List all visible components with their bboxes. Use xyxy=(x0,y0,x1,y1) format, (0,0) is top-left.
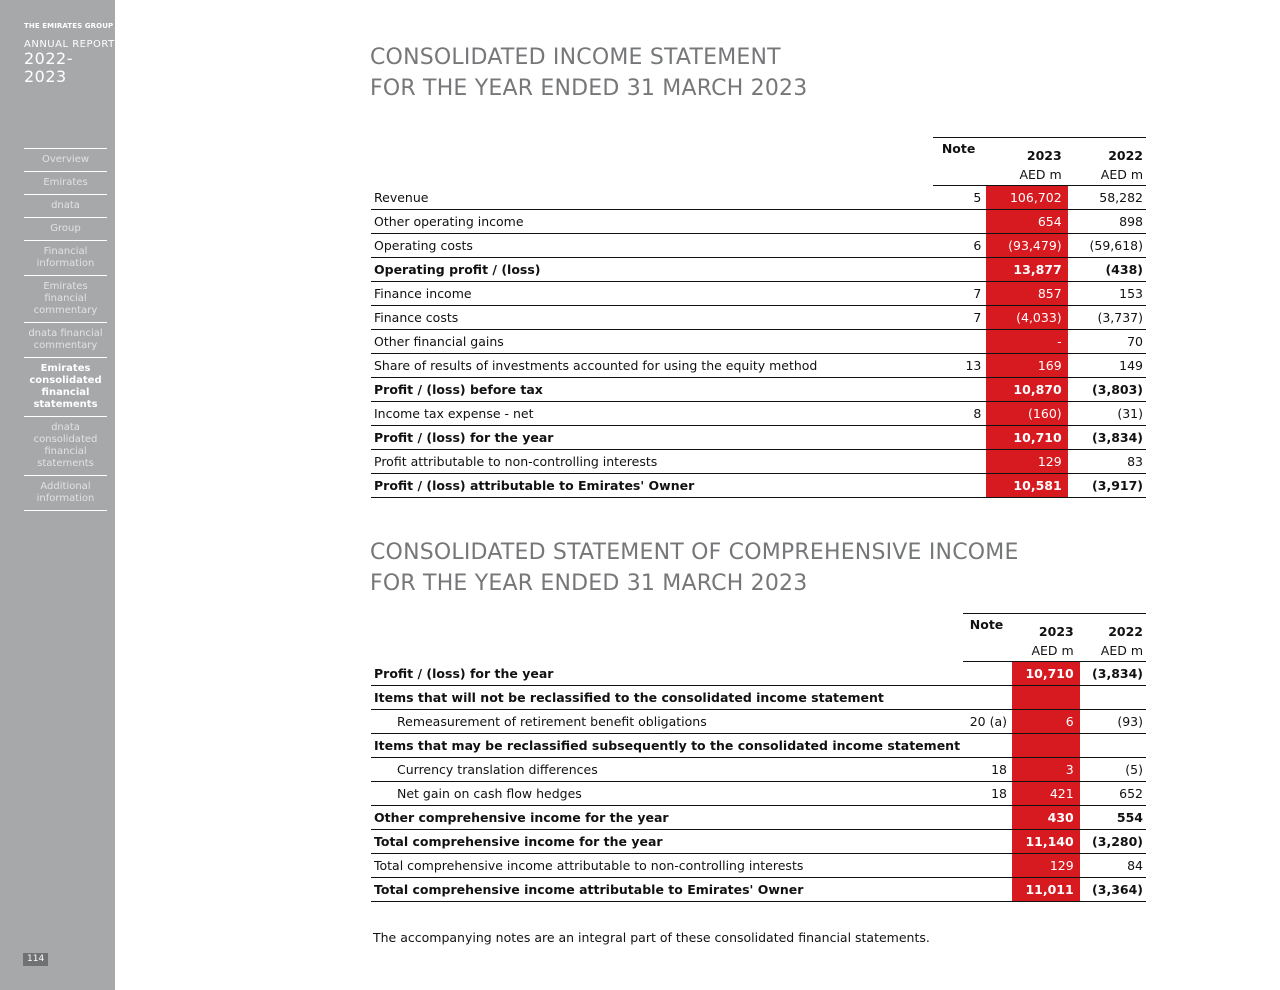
row-value-2022: (59,618) xyxy=(1068,234,1146,258)
row-note xyxy=(963,662,1012,686)
current-year-header: 2023 xyxy=(1012,614,1080,640)
table-row xyxy=(371,210,1146,234)
row-note: 18 xyxy=(963,782,1012,806)
row-note: 7 xyxy=(933,282,987,306)
comprehensive-income-title-line1: CONSOLIDATED STATEMENT OF COMPREHENSIVE INCOME xyxy=(370,540,1019,565)
table-row xyxy=(371,474,1146,498)
row-value-2023: 10,581 xyxy=(986,474,1067,498)
row-value-2023: 10,710 xyxy=(986,426,1067,450)
row-label: Profit / (loss) for the year xyxy=(371,662,963,686)
row-label: Other operating income xyxy=(371,210,933,234)
table-row xyxy=(371,282,1146,306)
row-note: 20 (a) xyxy=(963,710,1012,734)
income-statement-table xyxy=(371,137,1146,498)
row-note xyxy=(933,426,987,450)
row-note xyxy=(963,878,1012,902)
table-row xyxy=(371,734,1146,758)
table-header-row xyxy=(371,138,1146,164)
brand-report-year: 2022-2023 xyxy=(24,49,73,86)
row-value-2023: 3 xyxy=(1012,758,1080,782)
footnote: The accompanying notes are an integral part of these consolidated financial statements. xyxy=(373,930,930,945)
row-label: Income tax expense - net xyxy=(371,402,933,426)
row-note: 8 xyxy=(933,402,987,426)
row-value-2022: (93) xyxy=(1080,710,1146,734)
comprehensive-income-title xyxy=(370,537,1019,599)
current-year-unit: AED m xyxy=(1012,639,1080,662)
row-note xyxy=(963,854,1012,878)
row-label: Operating profit / (loss) xyxy=(371,258,933,282)
table-row xyxy=(371,854,1146,878)
row-value-2023: 11,140 xyxy=(1012,830,1080,854)
comprehensive-income-table xyxy=(371,613,1146,902)
table-header-row xyxy=(371,614,1146,640)
row-value-2022: 898 xyxy=(1068,210,1146,234)
row-note xyxy=(963,830,1012,854)
row-value-2023: 11,011 xyxy=(1012,878,1080,902)
row-note: 13 xyxy=(933,354,987,378)
row-label: Profit attributable to non-controlling interests xyxy=(371,450,933,474)
row-value-2022: (3,803) xyxy=(1068,378,1146,402)
row-value-2022: 58,282 xyxy=(1068,186,1146,210)
row-value-2022: (3,917) xyxy=(1068,474,1146,498)
page-number: 114 xyxy=(23,953,48,966)
row-label: Revenue xyxy=(371,186,933,210)
row-label: Share of results of investments accounted for using the equity method xyxy=(371,354,933,378)
nav-item-group[interactable]: Group xyxy=(24,218,107,241)
row-label: Finance costs xyxy=(371,306,933,330)
row-note xyxy=(933,474,987,498)
row-value-2022 xyxy=(1080,686,1146,710)
row-note: 18 xyxy=(963,758,1012,782)
table-row xyxy=(371,258,1146,282)
nav-item-dnata-consolidated-statements[interactable]: dnata consolidated financial statements xyxy=(24,417,107,476)
brand-block xyxy=(24,22,115,86)
prior-year-header: 2022 xyxy=(1068,138,1146,164)
row-value-2023 xyxy=(1012,734,1080,758)
table-row xyxy=(371,830,1146,854)
row-label: Other financial gains xyxy=(371,330,933,354)
current-year-unit: AED m xyxy=(986,163,1067,186)
table-row xyxy=(371,782,1146,806)
table-row xyxy=(371,710,1146,734)
row-value-2022: (3,364) xyxy=(1080,878,1146,902)
row-value-2022: (5) xyxy=(1080,758,1146,782)
row-value-2022: 70 xyxy=(1068,330,1146,354)
row-label: Remeasurement of retirement benefit obligations xyxy=(371,710,963,734)
row-label: Operating costs xyxy=(371,234,933,258)
row-note xyxy=(933,258,987,282)
row-note xyxy=(963,734,1012,758)
row-note xyxy=(933,378,987,402)
table-row xyxy=(371,306,1146,330)
row-value-2023: 654 xyxy=(986,210,1067,234)
note-column-header: Note xyxy=(963,614,1012,640)
row-value-2022: 149 xyxy=(1068,354,1146,378)
row-value-2022: (31) xyxy=(1068,402,1146,426)
row-value-2023: 106,702 xyxy=(986,186,1067,210)
table-row xyxy=(371,330,1146,354)
income-statement-title-line2: FOR THE YEAR ENDED 31 MARCH 2023 xyxy=(370,76,808,101)
row-value-2023: 421 xyxy=(1012,782,1080,806)
row-note xyxy=(963,806,1012,830)
row-label: Items that will not be reclassified to the consolidated income statement xyxy=(371,686,963,710)
table-row xyxy=(371,878,1146,902)
table-row xyxy=(371,354,1146,378)
row-note: 7 xyxy=(933,306,987,330)
row-value-2023: 13,877 xyxy=(986,258,1067,282)
row-label: Profit / (loss) attributable to Emirates' Owner xyxy=(371,474,933,498)
sidebar xyxy=(0,0,115,990)
table-row xyxy=(371,806,1146,830)
note-column-header: Note xyxy=(933,138,987,164)
row-value-2022 xyxy=(1080,734,1146,758)
row-value-2022: (3,280) xyxy=(1080,830,1146,854)
row-value-2023: (93,479) xyxy=(986,234,1067,258)
income-statement-title-line1: CONSOLIDATED INCOME STATEMENT xyxy=(370,45,781,70)
row-value-2023: (4,033) xyxy=(986,306,1067,330)
row-value-2022: 84 xyxy=(1080,854,1146,878)
row-value-2023: 430 xyxy=(1012,806,1080,830)
row-note xyxy=(933,330,987,354)
nav-item-financial-information[interactable]: Financial information xyxy=(24,241,107,276)
table-row xyxy=(371,234,1146,258)
table-row xyxy=(371,402,1146,426)
table-unit-row xyxy=(371,163,1146,186)
row-label: Total comprehensive income attributable to Emirates' Owner xyxy=(371,878,963,902)
table-row xyxy=(371,450,1146,474)
row-value-2023: 10,710 xyxy=(1012,662,1080,686)
nav-item-emirates-consolidated-statements[interactable]: Emirates consolidated financial statements xyxy=(24,358,107,417)
income-statement-title xyxy=(370,42,807,104)
row-value-2023: 6 xyxy=(1012,710,1080,734)
current-year-header: 2023 xyxy=(986,138,1067,164)
row-value-2022: 554 xyxy=(1080,806,1146,830)
row-note xyxy=(963,686,1012,710)
row-value-2023: - xyxy=(986,330,1067,354)
nav-item-dnata[interactable]: dnata xyxy=(24,195,107,218)
row-label: Currency translation differences xyxy=(371,758,963,782)
row-label: Finance income xyxy=(371,282,933,306)
row-value-2023: 129 xyxy=(1012,854,1080,878)
row-value-2023: (160) xyxy=(986,402,1067,426)
row-value-2022: 652 xyxy=(1080,782,1146,806)
row-value-2023: 10,870 xyxy=(986,378,1067,402)
row-label: Net gain on cash flow hedges xyxy=(371,782,963,806)
brand-report-label: ANNUAL REPORT xyxy=(24,39,115,50)
row-value-2022: (3,834) xyxy=(1080,662,1146,686)
nav-item-overview[interactable]: Overview xyxy=(24,149,107,172)
table-row xyxy=(371,186,1146,210)
row-value-2022: (3,737) xyxy=(1068,306,1146,330)
prior-year-unit: AED m xyxy=(1080,639,1146,662)
nav-item-emirates[interactable]: Emirates xyxy=(24,172,107,195)
row-label: Total comprehensive income for the year xyxy=(371,830,963,854)
row-note: 6 xyxy=(933,234,987,258)
row-value-2022: (438) xyxy=(1068,258,1146,282)
row-value-2023: 129 xyxy=(986,450,1067,474)
row-label: Profit / (loss) for the year xyxy=(371,426,933,450)
row-note xyxy=(933,450,987,474)
table-row xyxy=(371,426,1146,450)
row-value-2022: 83 xyxy=(1068,450,1146,474)
brand-group-name: THE EMIRATES GROUP xyxy=(24,22,114,30)
row-value-2023: 169 xyxy=(986,354,1067,378)
table-row xyxy=(371,686,1146,710)
comprehensive-income-title-line2: FOR THE YEAR ENDED 31 MARCH 2023 xyxy=(370,571,808,596)
nav-item-additional-information[interactable]: Additional information xyxy=(24,476,107,511)
table-row xyxy=(371,378,1146,402)
row-value-2023: 857 xyxy=(986,282,1067,306)
row-note xyxy=(933,210,987,234)
row-label: Total comprehensive income attributable to non-controlling interests xyxy=(371,854,963,878)
row-label: Other comprehensive income for the year xyxy=(371,806,963,830)
row-value-2022: (3,834) xyxy=(1068,426,1146,450)
nav-item-dnata-financial-commentary[interactable]: dnata financial commentary xyxy=(24,323,107,358)
prior-year-unit: AED m xyxy=(1068,163,1146,186)
table-row xyxy=(371,662,1146,686)
sidebar-nav xyxy=(24,148,107,511)
nav-item-emirates-financial-commentary[interactable]: Emirates financial commentary xyxy=(24,276,107,323)
prior-year-header: 2022 xyxy=(1080,614,1146,640)
row-label: Profit / (loss) before tax xyxy=(371,378,933,402)
table-row xyxy=(371,758,1146,782)
row-value-2022: 153 xyxy=(1068,282,1146,306)
row-value-2023 xyxy=(1012,686,1080,710)
row-note: 5 xyxy=(933,186,987,210)
row-label: Items that may be reclassified subsequently to the consolidated income statement xyxy=(371,734,963,758)
table-unit-row xyxy=(371,639,1146,662)
